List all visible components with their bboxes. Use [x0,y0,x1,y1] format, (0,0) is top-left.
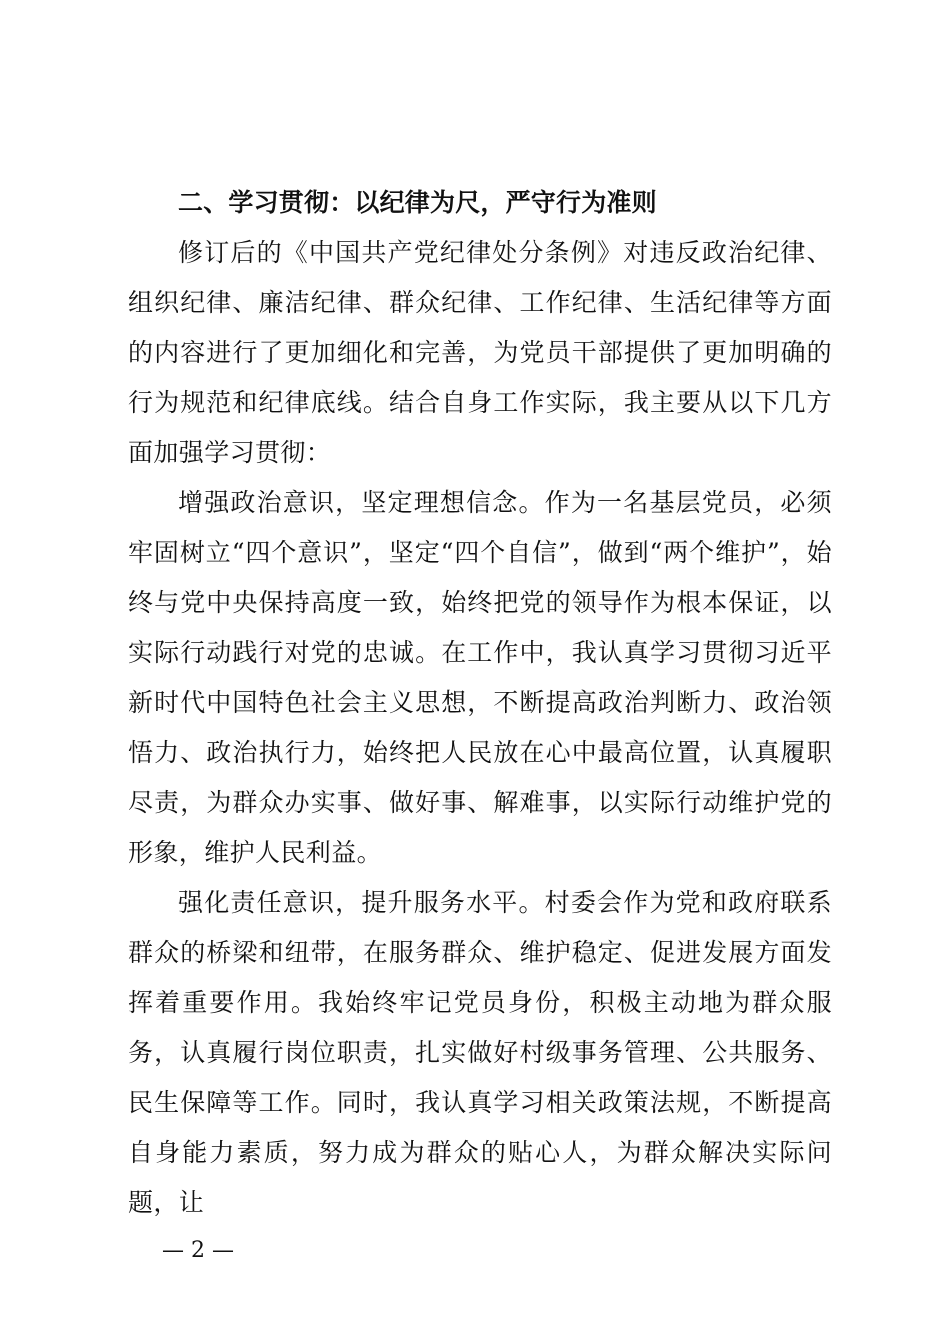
paragraph-responsibility-awareness: 强化责任意识，提升服务水平。村委会作为党和政府联系群众的桥梁和纽带，在服务群众、维护稳定、促进发展方面发挥着重要作用。我始终牢记党员身份，积极主动地为群众服务，认真履行岗位职责，扎实做好村级事务管理、公共服务、民生保障等工作。同时，我认真学习相关政策法规，不断提高自身能力素质，努力成为群众的贴心人，为群众解决实际问题，让 [128,888,832,1217]
paragraph-intro: 修订后的《中国共产党纪律处分条例》对违反政治纪律、组织纪律、廉洁纪律、群众纪律、工作纪律、生活纪律等方面的内容进行了更加细化和完善，为党员干部提供了更加明确的行为规范和纪律底线。结合自身工作实际，我主要从以下几方面加强学习贯彻： [128,238,832,467]
page-number: — 2 — [162,1238,234,1263]
section-heading: 二、学习贯彻：以纪律为尺，严守行为准则 [178,188,657,217]
paragraph-political-awareness: 增强政治意识，坚定理想信念。作为一名基层党员，必须牢固树立“四个意识”，坚定“四个自信”，做到“两个维护”，始终与党中央保持高度一致，始终把党的领导作为根本保证，以实际行动践行对党的忠诚。在工作中，我认真学习贯彻习近平新时代中国特色社会主义思想，不断提高政治判断力、政治领悟力、政治执行力，始终把人民放在心中最高位置，认真履职尽责，为群众办实事、做好事、解难事，以实际行动维护党的形象，维护人民利益。 [128,488,832,867]
page-content [128,178,832,1228]
